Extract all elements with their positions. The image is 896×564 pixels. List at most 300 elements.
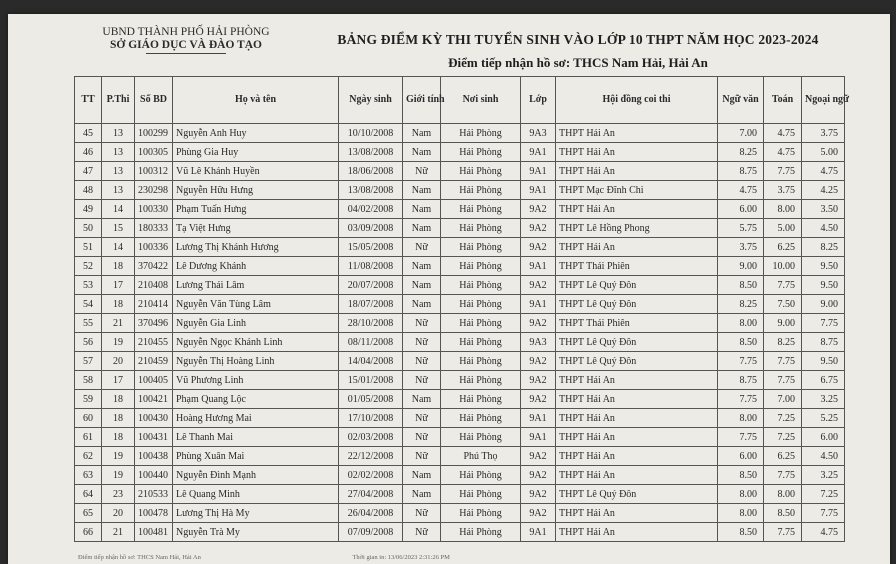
cell-p-thi: 15 (102, 219, 135, 238)
org-line-2: SỞ GIÁO DỤC VÀ ĐÀO TẠO (110, 39, 262, 51)
cell-hoi-dong-coi-thi: THPT Hải An (556, 124, 718, 143)
cell-lop: 9A2 (521, 371, 556, 390)
cell-toan: 7.00 (764, 390, 802, 409)
cell-ho-va-ten: Nguyễn Ngọc Khánh Linh (173, 333, 339, 352)
cell-tt: 65 (75, 504, 102, 523)
col-header-p-thi: P.Thi (102, 77, 135, 124)
cell-ngoai-ngu: 9.50 (802, 257, 845, 276)
col-header-noi-sinh: Nơi sinh (441, 77, 521, 124)
cell-ngoai-ngu: 4.50 (802, 447, 845, 466)
cell-so-bd: 100478 (135, 504, 173, 523)
table-row (75, 162, 845, 181)
cell-lop: 9A2 (521, 276, 556, 295)
cell-hoi-dong-coi-thi: THPT Lê Hồng Phong (556, 219, 718, 238)
table-row (75, 143, 845, 162)
cell-noi-sinh: Hải Phòng (441, 466, 521, 485)
cell-p-thi: 21 (102, 314, 135, 333)
cell-lop: 9A1 (521, 295, 556, 314)
cell-hoi-dong-coi-thi: THPT Hải An (556, 200, 718, 219)
cell-lop: 9A1 (521, 181, 556, 200)
cell-ngay-sinh: 03/09/2008 (339, 219, 403, 238)
cell-toan: 7.75 (764, 466, 802, 485)
cell-ngu-van: 8.75 (718, 162, 764, 181)
cell-p-thi: 18 (102, 428, 135, 447)
cell-noi-sinh: Hải Phòng (441, 390, 521, 409)
col-header-ho-va-ten: Họ và tên (173, 77, 339, 124)
cell-noi-sinh: Hải Phòng (441, 333, 521, 352)
cell-ngu-van: 8.50 (718, 466, 764, 485)
cell-ho-va-ten: Lê Thanh Mai (173, 428, 339, 447)
cell-ngay-sinh: 11/08/2008 (339, 257, 403, 276)
cell-ngoai-ngu: 3.50 (802, 200, 845, 219)
cell-lop: 9A1 (521, 523, 556, 542)
cell-noi-sinh: Hải Phòng (441, 428, 521, 447)
cell-ngu-van: 8.00 (718, 485, 764, 504)
cell-tt: 60 (75, 409, 102, 428)
cell-ngay-sinh: 02/02/2008 (339, 466, 403, 485)
cell-ngay-sinh: 15/01/2008 (339, 371, 403, 390)
table-row (75, 219, 845, 238)
cell-toan: 7.75 (764, 352, 802, 371)
cell-toan: 7.75 (764, 162, 802, 181)
table-row (75, 333, 845, 352)
cell-toan: 4.75 (764, 143, 802, 162)
cell-ngu-van: 8.50 (718, 333, 764, 352)
cell-gioi-tinh: Nam (403, 200, 441, 219)
cell-ngoai-ngu: 3.25 (802, 466, 845, 485)
cell-p-thi: 21 (102, 523, 135, 542)
cell-ngoai-ngu: 3.75 (802, 124, 845, 143)
col-header-toan: Toán (764, 77, 802, 124)
cell-lop: 9A1 (521, 428, 556, 447)
cell-ngay-sinh: 20/07/2008 (339, 276, 403, 295)
cell-so-bd: 100430 (135, 409, 173, 428)
cell-ngoai-ngu: 5.25 (802, 409, 845, 428)
cell-gioi-tinh: Nữ (403, 504, 441, 523)
cell-noi-sinh: Hải Phòng (441, 124, 521, 143)
cell-noi-sinh: Hải Phòng (441, 523, 521, 542)
cell-p-thi: 13 (102, 124, 135, 143)
table-row (75, 409, 845, 428)
cell-gioi-tinh: Nam (403, 390, 441, 409)
cell-ho-va-ten: Tạ Việt Hưng (173, 219, 339, 238)
cell-so-bd: 210455 (135, 333, 173, 352)
cell-noi-sinh: Hải Phòng (441, 276, 521, 295)
cell-ngay-sinh: 17/10/2008 (339, 409, 403, 428)
cell-gioi-tinh: Nam (403, 257, 441, 276)
cell-tt: 45 (75, 124, 102, 143)
cell-lop: 9A2 (521, 390, 556, 409)
cell-ngoai-ngu: 5.00 (802, 143, 845, 162)
cell-gioi-tinh: Nam (403, 181, 441, 200)
cell-ngoai-ngu: 8.75 (802, 333, 845, 352)
cell-lop: 9A3 (521, 333, 556, 352)
table-row (75, 257, 845, 276)
document-title: BẢNG ĐIỂM KỲ THI TUYỂN SINH VÀO LỚP 10 THPT NĂM HỌC 2023-2024 (337, 32, 819, 47)
cell-so-bd: 230298 (135, 181, 173, 200)
footer-left: Điểm tiếp nhận hồ sơ: THCS Nam Hải, Hải An (78, 554, 201, 561)
cell-toan: 9.00 (764, 314, 802, 333)
cell-noi-sinh: Hải Phòng (441, 409, 521, 428)
cell-tt: 61 (75, 428, 102, 447)
table-row (75, 390, 845, 409)
cell-ho-va-ten: Phạm Quang Lộc (173, 390, 339, 409)
cell-ho-va-ten: Hoàng Hương Mai (173, 409, 339, 428)
cell-hoi-dong-coi-thi: THPT Lê Quý Đôn (556, 333, 718, 352)
cell-toan: 8.50 (764, 504, 802, 523)
cell-hoi-dong-coi-thi: THPT Hải An (556, 143, 718, 162)
table-row (75, 276, 845, 295)
col-header-gioi-tinh: Giới tính (403, 77, 441, 124)
cell-toan: 10.00 (764, 257, 802, 276)
cell-ngu-van: 7.75 (718, 352, 764, 371)
cell-gioi-tinh: Nữ (403, 447, 441, 466)
cell-toan: 8.25 (764, 333, 802, 352)
cell-p-thi: 18 (102, 409, 135, 428)
table-row (75, 447, 845, 466)
cell-so-bd: 100431 (135, 428, 173, 447)
cell-p-thi: 13 (102, 162, 135, 181)
cell-noi-sinh: Hải Phòng (441, 200, 521, 219)
cell-gioi-tinh: Nữ (403, 371, 441, 390)
cell-so-bd: 100405 (135, 371, 173, 390)
table-row (75, 314, 845, 333)
cell-hoi-dong-coi-thi: THPT Thái Phiên (556, 314, 718, 333)
cell-ngoai-ngu: 7.25 (802, 485, 845, 504)
cell-ho-va-ten: Nguyễn Trà My (173, 523, 339, 542)
cell-noi-sinh: Hải Phòng (441, 219, 521, 238)
cell-noi-sinh: Hải Phòng (441, 238, 521, 257)
cell-tt: 58 (75, 371, 102, 390)
table-row (75, 181, 845, 200)
cell-so-bd: 100299 (135, 124, 173, 143)
col-header-tt: TT (75, 77, 102, 124)
cell-p-thi: 17 (102, 371, 135, 390)
cell-ngoai-ngu: 9.50 (802, 352, 845, 371)
cell-ho-va-ten: Nguyễn Gia Linh (173, 314, 339, 333)
cell-tt: 63 (75, 466, 102, 485)
cell-ho-va-ten: Phạm Tuấn Hưng (173, 200, 339, 219)
cell-noi-sinh: Hải Phòng (441, 295, 521, 314)
cell-hoi-dong-coi-thi: THPT Lê Quý Đôn (556, 352, 718, 371)
cell-ngay-sinh: 13/08/2008 (339, 181, 403, 200)
cell-tt: 59 (75, 390, 102, 409)
cell-lop: 9A1 (521, 162, 556, 181)
cell-lop: 9A2 (521, 485, 556, 504)
cell-hoi-dong-coi-thi: THPT Hải An (556, 523, 718, 542)
cell-hoi-dong-coi-thi: THPT Hải An (556, 447, 718, 466)
table-row (75, 295, 845, 314)
cell-noi-sinh: Hải Phòng (441, 314, 521, 333)
cell-p-thi: 13 (102, 143, 135, 162)
table-row (75, 428, 845, 447)
cell-ngoai-ngu: 4.25 (802, 181, 845, 200)
cell-tt: 52 (75, 257, 102, 276)
cell-toan: 8.00 (764, 485, 802, 504)
cell-p-thi: 20 (102, 352, 135, 371)
cell-hoi-dong-coi-thi: THPT Thái Phiên (556, 257, 718, 276)
cell-lop: 9A2 (521, 200, 556, 219)
cell-gioi-tinh: Nam (403, 124, 441, 143)
cell-so-bd: 100312 (135, 162, 173, 181)
cell-noi-sinh: Hải Phòng (441, 162, 521, 181)
cell-ngoai-ngu: 7.75 (802, 314, 845, 333)
page-footer (78, 554, 778, 561)
cell-ngu-van: 9.00 (718, 257, 764, 276)
cell-ngay-sinh: 14/04/2008 (339, 352, 403, 371)
cell-tt: 64 (75, 485, 102, 504)
cell-noi-sinh: Hải Phòng (441, 181, 521, 200)
cell-so-bd: 100421 (135, 390, 173, 409)
cell-lop: 9A2 (521, 504, 556, 523)
cell-gioi-tinh: Nam (403, 485, 441, 504)
cell-ngu-van: 5.75 (718, 219, 764, 238)
cell-ho-va-ten: Lương Thị Khánh Hương (173, 238, 339, 257)
document-subtitle: Điểm tiếp nhận hồ sơ: THCS Nam Hải, Hải An (448, 55, 708, 70)
cell-ngu-van: 4.75 (718, 181, 764, 200)
cell-ngay-sinh: 22/12/2008 (339, 447, 403, 466)
cell-gioi-tinh: Nam (403, 276, 441, 295)
cell-ngay-sinh: 10/10/2008 (339, 124, 403, 143)
org-underline (146, 53, 226, 54)
cell-ngoai-ngu: 3.25 (802, 390, 845, 409)
cell-p-thi: 14 (102, 238, 135, 257)
cell-gioi-tinh: Nữ (403, 409, 441, 428)
cell-so-bd: 210408 (135, 276, 173, 295)
cell-so-bd: 100440 (135, 466, 173, 485)
cell-hoi-dong-coi-thi: THPT Hải An (556, 162, 718, 181)
cell-noi-sinh: Hải Phòng (441, 257, 521, 276)
cell-hoi-dong-coi-thi: THPT Mạc Đĩnh Chi (556, 181, 718, 200)
cell-ngoai-ngu: 6.00 (802, 428, 845, 447)
cell-gioi-tinh: Nữ (403, 238, 441, 257)
cell-ngay-sinh: 02/03/2008 (339, 428, 403, 447)
table-row (75, 466, 845, 485)
cell-toan: 7.75 (764, 523, 802, 542)
cell-toan: 7.25 (764, 409, 802, 428)
cell-gioi-tinh: Nam (403, 219, 441, 238)
cell-gioi-tinh: Nữ (403, 314, 441, 333)
cell-toan: 4.75 (764, 124, 802, 143)
table-row (75, 200, 845, 219)
cell-p-thi: 19 (102, 333, 135, 352)
cell-lop: 9A2 (521, 314, 556, 333)
cell-p-thi: 19 (102, 447, 135, 466)
cell-hoi-dong-coi-thi: THPT Hải An (556, 238, 718, 257)
cell-lop: 9A1 (521, 409, 556, 428)
cell-so-bd: 370496 (135, 314, 173, 333)
cell-noi-sinh: Hải Phòng (441, 371, 521, 390)
cell-ngu-van: 6.00 (718, 447, 764, 466)
cell-lop: 9A1 (521, 257, 556, 276)
cell-tt: 66 (75, 523, 102, 542)
cell-hoi-dong-coi-thi: THPT Lê Quý Đôn (556, 485, 718, 504)
cell-so-bd: 100305 (135, 143, 173, 162)
cell-toan: 7.75 (764, 276, 802, 295)
cell-so-bd: 370422 (135, 257, 173, 276)
cell-ngu-van: 8.00 (718, 504, 764, 523)
cell-ngay-sinh: 28/10/2008 (339, 314, 403, 333)
cell-noi-sinh: Hải Phòng (441, 352, 521, 371)
cell-hoi-dong-coi-thi: THPT Hải An (556, 428, 718, 447)
cell-ngay-sinh: 27/04/2008 (339, 485, 403, 504)
cell-tt: 57 (75, 352, 102, 371)
cell-tt: 47 (75, 162, 102, 181)
table-row (75, 371, 845, 390)
cell-toan: 8.00 (764, 200, 802, 219)
col-header-so-bd: Số BD (135, 77, 173, 124)
cell-lop: 9A2 (521, 352, 556, 371)
table-row (75, 523, 845, 542)
cell-gioi-tinh: Nữ (403, 352, 441, 371)
cell-so-bd: 180333 (135, 219, 173, 238)
cell-ho-va-ten: Nguyễn Anh Huy (173, 124, 339, 143)
cell-ngu-van: 7.00 (718, 124, 764, 143)
cell-noi-sinh: Hải Phòng (441, 485, 521, 504)
table-row (75, 352, 845, 371)
cell-ho-va-ten: Phùng Gia Huy (173, 143, 339, 162)
cell-noi-sinh: Hải Phòng (441, 504, 521, 523)
cell-ngay-sinh: 18/07/2008 (339, 295, 403, 314)
cell-hoi-dong-coi-thi: THPT Lê Quý Đôn (556, 276, 718, 295)
cell-ngay-sinh: 26/04/2008 (339, 504, 403, 523)
cell-lop: 9A2 (521, 447, 556, 466)
cell-so-bd: 210459 (135, 352, 173, 371)
cell-lop: 9A2 (521, 466, 556, 485)
cell-toan: 7.75 (764, 371, 802, 390)
cell-so-bd: 100438 (135, 447, 173, 466)
cell-p-thi: 17 (102, 276, 135, 295)
cell-tt: 54 (75, 295, 102, 314)
cell-ho-va-ten: Nguyễn Văn Tùng Lâm (173, 295, 339, 314)
cell-toan: 7.25 (764, 428, 802, 447)
cell-p-thi: 18 (102, 257, 135, 276)
cell-tt: 48 (75, 181, 102, 200)
cell-lop: 9A2 (521, 238, 556, 257)
cell-tt: 62 (75, 447, 102, 466)
table-body (75, 124, 845, 542)
cell-p-thi: 18 (102, 390, 135, 409)
cell-ngoai-ngu: 4.75 (802, 162, 845, 181)
col-header-ngoai-ngu: Ngoại ngữ (802, 77, 845, 124)
cell-hoi-dong-coi-thi: THPT Hải An (556, 371, 718, 390)
cell-hoi-dong-coi-thi: THPT Hải An (556, 409, 718, 428)
cell-so-bd: 210533 (135, 485, 173, 504)
col-header-ngu-van: Ngữ văn (718, 77, 764, 124)
cell-ho-va-ten: Nguyễn Đình Mạnh (173, 466, 339, 485)
issuing-organization (96, 26, 276, 54)
cell-hoi-dong-coi-thi: THPT Hải An (556, 390, 718, 409)
cell-tt: 51 (75, 238, 102, 257)
cell-lop: 9A2 (521, 219, 556, 238)
cell-tt: 46 (75, 143, 102, 162)
table-header-row (75, 77, 845, 124)
cell-gioi-tinh: Nữ (403, 523, 441, 542)
col-header-ngay-sinh: Ngày sinh (339, 77, 403, 124)
cell-gioi-tinh: Nữ (403, 333, 441, 352)
cell-lop: 9A3 (521, 124, 556, 143)
cell-ngoai-ngu: 4.75 (802, 523, 845, 542)
cell-ngu-van: 8.25 (718, 143, 764, 162)
cell-p-thi: 14 (102, 200, 135, 219)
cell-tt: 49 (75, 200, 102, 219)
cell-ngay-sinh: 07/09/2008 (339, 523, 403, 542)
cell-ho-va-ten: Lê Quang Minh (173, 485, 339, 504)
col-header-hoi-dong-coi-thi: Hội đồng coi thi (556, 77, 718, 124)
cell-tt: 56 (75, 333, 102, 352)
cell-ngay-sinh: 13/08/2008 (339, 143, 403, 162)
cell-gioi-tinh: Nam (403, 295, 441, 314)
cell-tt: 55 (75, 314, 102, 333)
cell-ngay-sinh: 08/11/2008 (339, 333, 403, 352)
cell-p-thi: 20 (102, 504, 135, 523)
cell-ngu-van: 8.25 (718, 295, 764, 314)
cell-ho-va-ten: Nguyễn Hữu Hưng (173, 181, 339, 200)
cell-ngoai-ngu: 4.50 (802, 219, 845, 238)
cell-toan: 3.75 (764, 181, 802, 200)
cell-hoi-dong-coi-thi: THPT Hải An (556, 466, 718, 485)
cell-ho-va-ten: Vũ Phương Linh (173, 371, 339, 390)
cell-so-bd: 100330 (135, 200, 173, 219)
cell-p-thi: 19 (102, 466, 135, 485)
cell-toan: 6.25 (764, 238, 802, 257)
cell-ngay-sinh: 18/06/2008 (339, 162, 403, 181)
cell-ngu-van: 7.75 (718, 428, 764, 447)
cell-p-thi: 13 (102, 181, 135, 200)
cell-toan: 7.50 (764, 295, 802, 314)
cell-tt: 53 (75, 276, 102, 295)
cell-ngoai-ngu: 9.00 (802, 295, 845, 314)
cell-gioi-tinh: Nữ (403, 162, 441, 181)
cell-ho-va-ten: Vũ Lê Khánh Huyền (173, 162, 339, 181)
cell-ho-va-ten: Nguyễn Thị Hoàng Linh (173, 352, 339, 371)
cell-ngoai-ngu: 6.75 (802, 371, 845, 390)
cell-gioi-tinh: Nam (403, 466, 441, 485)
table-row (75, 238, 845, 257)
cell-lop: 9A1 (521, 143, 556, 162)
org-line-1: UBND THÀNH PHỐ HẢI PHÒNG (102, 26, 270, 38)
cell-so-bd: 100336 (135, 238, 173, 257)
cell-ho-va-ten: Lê Dương Khánh (173, 257, 339, 276)
cell-ngoai-ngu: 9.50 (802, 276, 845, 295)
cell-gioi-tinh: Nữ (403, 428, 441, 447)
table-row (75, 504, 845, 523)
cell-ngu-van: 8.50 (718, 523, 764, 542)
cell-p-thi: 23 (102, 485, 135, 504)
cell-so-bd: 100481 (135, 523, 173, 542)
table-row (75, 485, 845, 504)
score-table (74, 76, 850, 542)
cell-ngu-van: 7.75 (718, 390, 764, 409)
cell-ngu-van: 3.75 (718, 238, 764, 257)
cell-ngu-van: 8.50 (718, 276, 764, 295)
cell-noi-sinh: Hải Phòng (441, 143, 521, 162)
cell-so-bd: 210414 (135, 295, 173, 314)
document-heading (298, 32, 858, 71)
cell-ho-va-ten: Phùng Xuân Mai (173, 447, 339, 466)
col-header-lop: Lớp (521, 77, 556, 124)
cell-hoi-dong-coi-thi: THPT Lê Quý Đôn (556, 295, 718, 314)
cell-toan: 6.25 (764, 447, 802, 466)
cell-ngu-van: 8.00 (718, 409, 764, 428)
cell-ngu-van: 8.00 (718, 314, 764, 333)
cell-tt: 50 (75, 219, 102, 238)
cell-ho-va-ten: Lương Thị Hà My (173, 504, 339, 523)
cell-hoi-dong-coi-thi: THPT Hải An (556, 504, 718, 523)
cell-ngoai-ngu: 8.25 (802, 238, 845, 257)
footer-right: Thời gian in: 13/06/2023 2:31:26 PM (352, 554, 450, 561)
cell-gioi-tinh: Nam (403, 143, 441, 162)
